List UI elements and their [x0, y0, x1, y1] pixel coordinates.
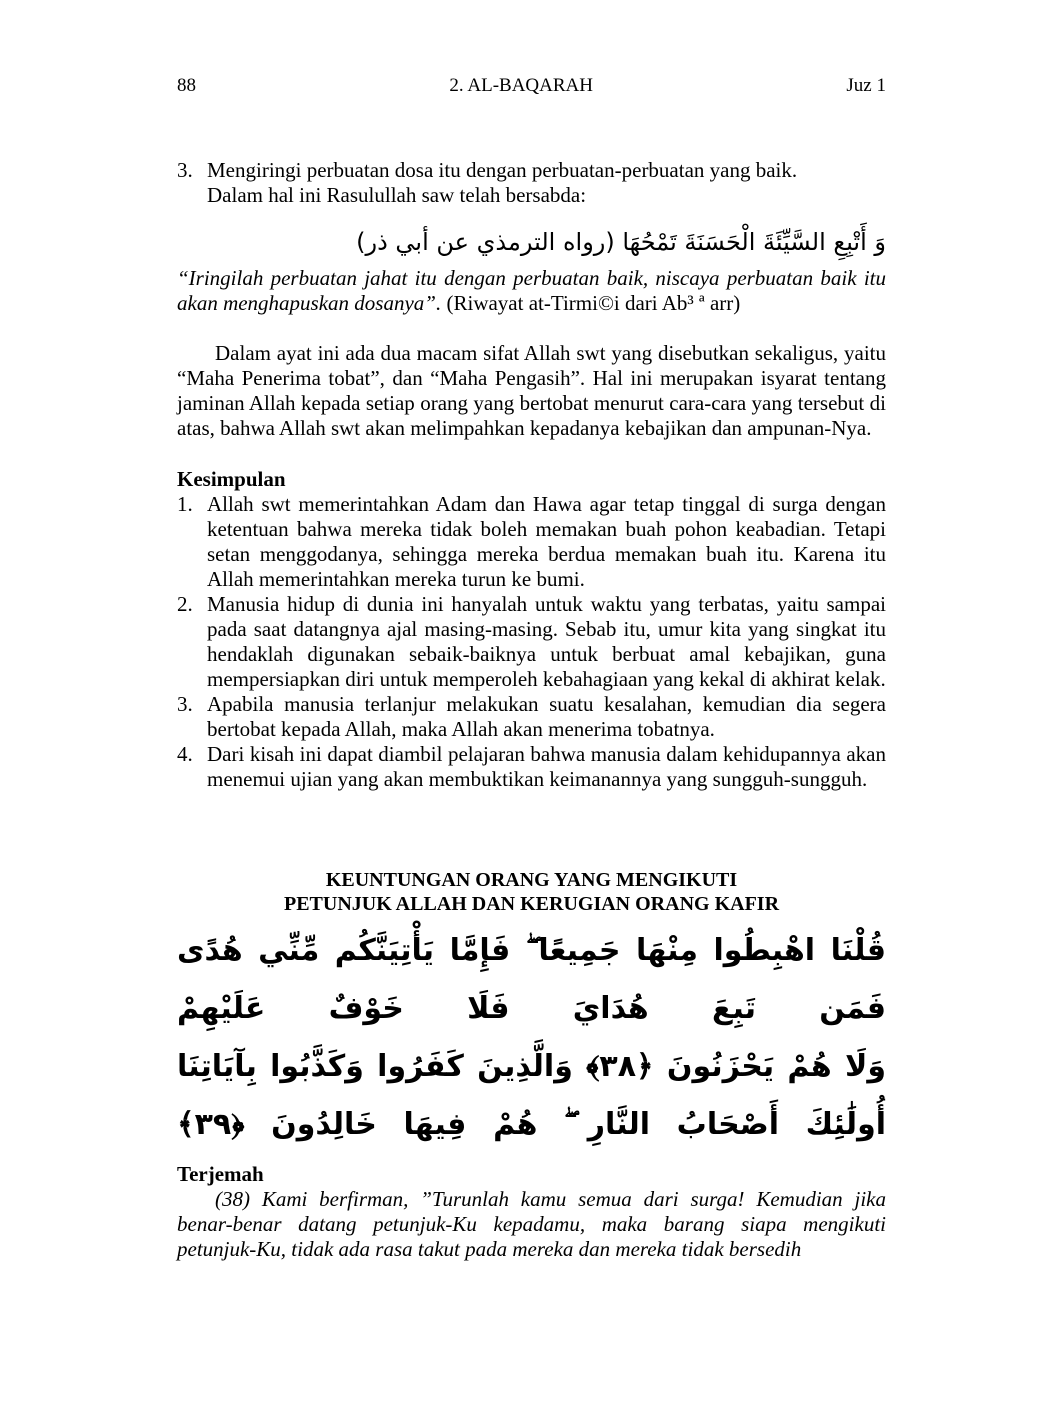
list-text: Dalam hal ini Rasulullah saw telah bersabda: [207, 183, 587, 207]
list-text: Apabila manusia terlanjur melakukan suatu kesalahan, kemudian dia segera bertobat kepada Allah, maka Allah akan menerima tobatnya. [207, 692, 886, 741]
kesimpulan-section [177, 467, 886, 792]
list-item [177, 692, 886, 742]
list-text: Dari kisah ini dapat diambil pelajaran bahwa manusia dalam kehidupannya akan menemui ujian yang akan membuktikan keimanannya yang sungguh-sungguh. [207, 742, 886, 791]
chapter-title: 2. AL-BAQARAH [449, 75, 593, 96]
list-text: Allah swt memerintahkan Adam dan Hawa agar tetap tinggal di surga dengan ketentuan bahwa mereka tidak boleh memakan buah pohon keabadian. Tetapi setan menggodanya, sehingga mereka berdua memakan buah itu. Karena itu Allah memerintahkan mereka turun ke bumi. [207, 492, 886, 591]
translation-text: “Iringilah perbuatan jahat itu dengan perbuatan baik, niscaya perbuatan baik itu akan menghapuskan dosanya”. [177, 266, 886, 315]
hadith-source: (Riwayat at-Tirmi©i dari Ab³ ª arr) [441, 291, 741, 315]
list-number: 2. [177, 592, 193, 616]
body-paragraph: Dalam ayat ini ada dua macam sifat Allah swt yang disebutkan sekaligus, yaitu “Maha Penerima tobat”, dan “Maha Pengasih”. Hal ini merupakan isyarat tentang jaminan Allah kepada setiap orang yang bertobat menurut cara-cara yang tersebut di atas, bahwa Allah swt akan melimpahkan kepadanya kebajikan dan ampunan-Nya. [177, 341, 886, 440]
title-line: KEUNTUNGAN ORANG YANG MENGIKUTI [325, 869, 738, 891]
list-number: 3. [177, 158, 193, 182]
translation-text: (38) Kami berfirman, ”Turunlah kamu semua dari surga! Kemudian jika benar-benar datang petunjuk-Ku kepadamu, maka barang siapa mengikuti petunjuk-Ku, tidak ada rasa takut pada mereka dan mereka tidak bersedih [177, 1187, 886, 1261]
list-text: Mengiringi perbuatan dosa itu dengan perbuatan-perbuatan yang baik. [207, 158, 798, 182]
page-number: 88 [177, 75, 196, 96]
section-heading: Terjemah [177, 1162, 264, 1186]
list-number: 4. [177, 742, 193, 766]
verse-line: وَلَا هُمْ يَحْزَنُونَ ﴿٣٨﴾ وَالَّذِينَ كَفَرُوا وَكَذَّبُوا بِآيَاتِنَا أُولَٰئِكَ أَصْحَابُ النَّارِ ۖ هُمْ فِيهَا خَالِدُونَ ﴿٣٩﴾ [177, 1049, 886, 1142]
title-line: PETUNJUK ALLAH DAN KERUGIAN ORANG KAFIR [283, 893, 780, 915]
list-text: Manusia hidup di dunia ini hanyalah untuk waktu yang terbatas, yaitu sampai pada saat datangnya ajal masing-masing. Sebab itu, umur kita yang singkat itu hendaklah digunakan sebaik-baiknya untuk berbuat amal kebajikan, guna mempersiapkan diri untuk memperoleh kebahagiaan yang kekal di akhirat kelak. [207, 592, 886, 691]
list-number: 1. [177, 492, 193, 516]
list-item [177, 492, 886, 592]
section-title [177, 868, 886, 916]
juz-label: Juz 1 [846, 75, 886, 96]
quran-verse [177, 922, 886, 1154]
hadith-arabic: وَ أَتْبِعِ السَّيِّئَةَ الْحَسَنَةَ تَمْحُهَا (رواه الترمذي عن أبي ذر) [356, 228, 886, 256]
terjemah-section [177, 1162, 886, 1262]
section-heading: Kesimpulan [177, 467, 286, 491]
verse-line: قُلْنَا اهْبِطُوا مِنْهَا جَمِيعًا ۖ فَإِمَّا يَأْتِيَنَّكُم مِّنِّي هُدًى فَمَن تَبِعَ هُدَايَ فَلَا خَوْفٌ عَلَيْهِمْ [177, 933, 886, 1026]
list-number: 3. [177, 692, 193, 716]
hadith-translation [177, 266, 886, 316]
list-item [177, 592, 886, 692]
point-3 [177, 158, 886, 208]
list-item [177, 742, 886, 792]
page-header [177, 73, 886, 98]
